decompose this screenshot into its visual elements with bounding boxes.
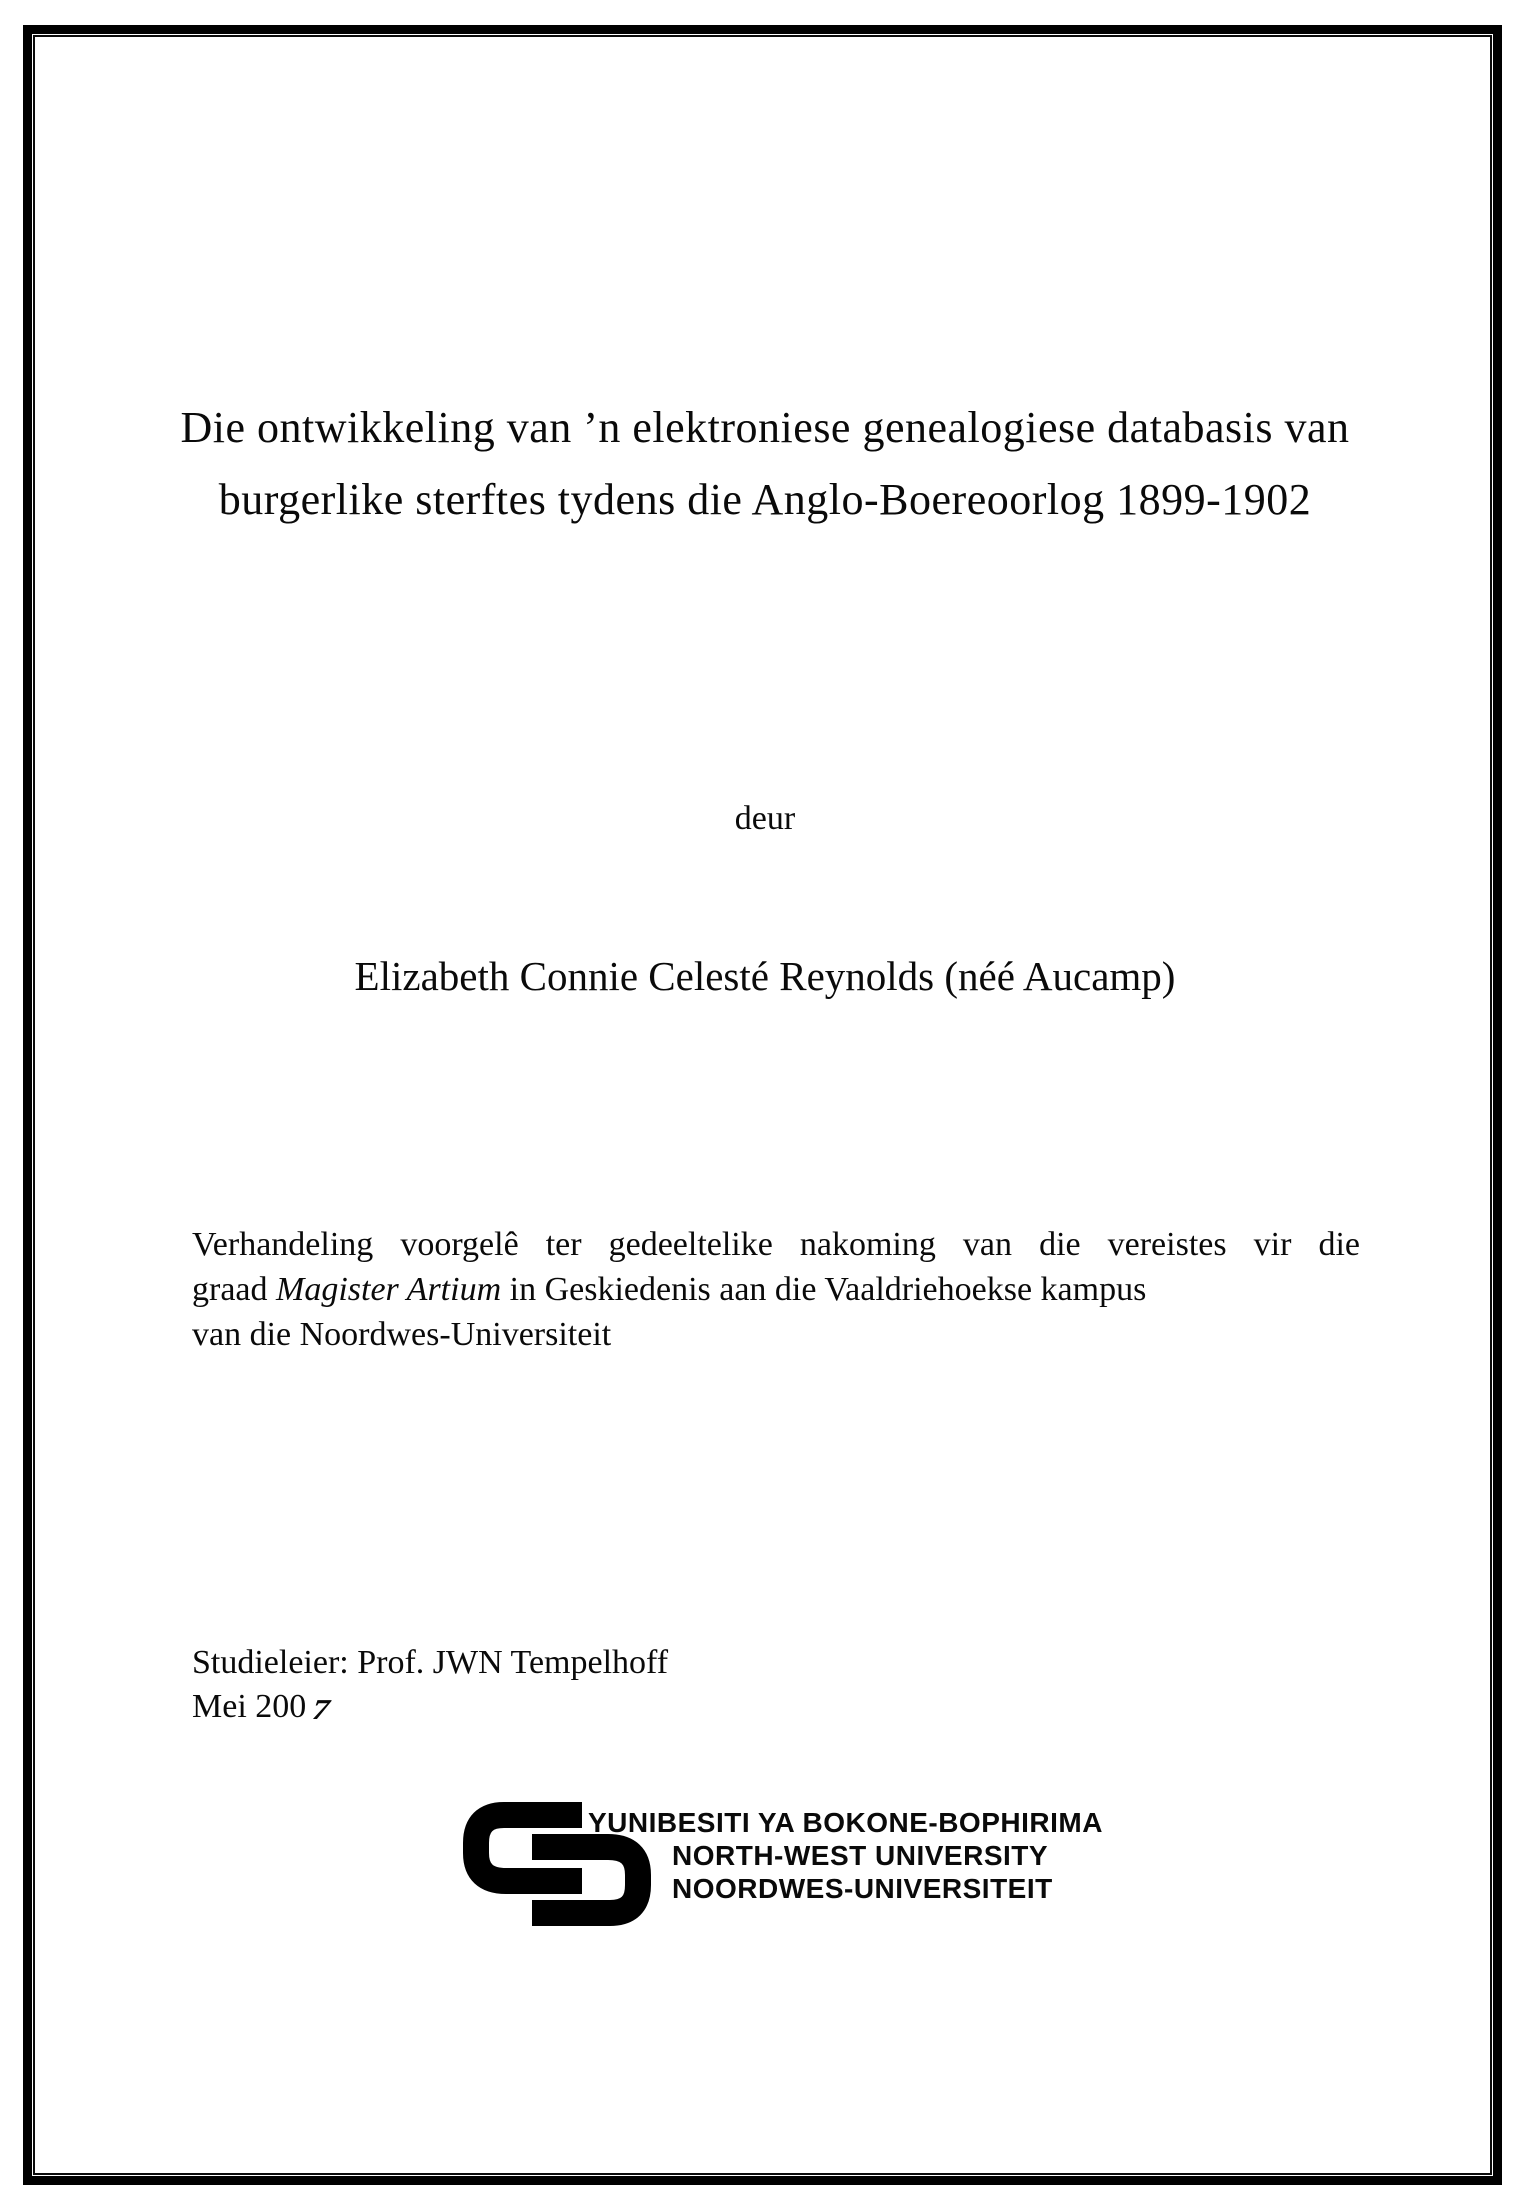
author-name: Elizabeth Connie Celesté Reynolds (néé Aucamp): [354, 953, 1176, 999]
date-line: [192, 1685, 1092, 1729]
logo-wordmark-line-2: NORTH-WEST UNIVERSITY: [672, 1840, 1049, 1871]
logo-wordmark-line-3: NOORDWES-UNIVERSITEIT: [672, 1873, 1053, 1904]
degree-name-italic: Magister Artium: [276, 1271, 502, 1308]
date-last-digit: 7: [307, 1694, 335, 1726]
thesis-title-line-1: Die ontwikkeling van ’n elektroniese genealogiese databasis van: [180, 403, 1350, 452]
logo-wordmark-line-1: YUNIBESITI YA BOKONE-BOPHIRIMA: [588, 1807, 1103, 1838]
nwu-logo-wordmark: [588, 1806, 1103, 1905]
thesis-statement-line-1: Verhandeling voorgelê ter gedeeltelike nakoming van die vereistes vir die: [192, 1226, 1360, 1263]
thesis-title-line-2: burgerlike sterftes tydens die Anglo-Boereoorlog 1899-1902: [218, 475, 1312, 524]
supervisor-line: Studieleier: Prof. JWN Tempelhoff: [192, 1644, 669, 1681]
thesis-title: [170, 392, 1360, 536]
statement-line2-suffix: in Geskiedenis aan die Vaaldriehoekse kampus: [501, 1271, 1147, 1308]
thesis-statement-line-3: van die Noordwes-Universiteit: [192, 1316, 612, 1353]
thesis-statement-line-2: [192, 1267, 1360, 1312]
thesis-statement: [192, 1222, 1360, 1357]
byline-deur: deur: [734, 800, 796, 837]
supervisor-block: [192, 1641, 1092, 1729]
statement-line2-prefix: graad: [192, 1271, 277, 1308]
date-prefix: Mei 200: [192, 1688, 307, 1725]
